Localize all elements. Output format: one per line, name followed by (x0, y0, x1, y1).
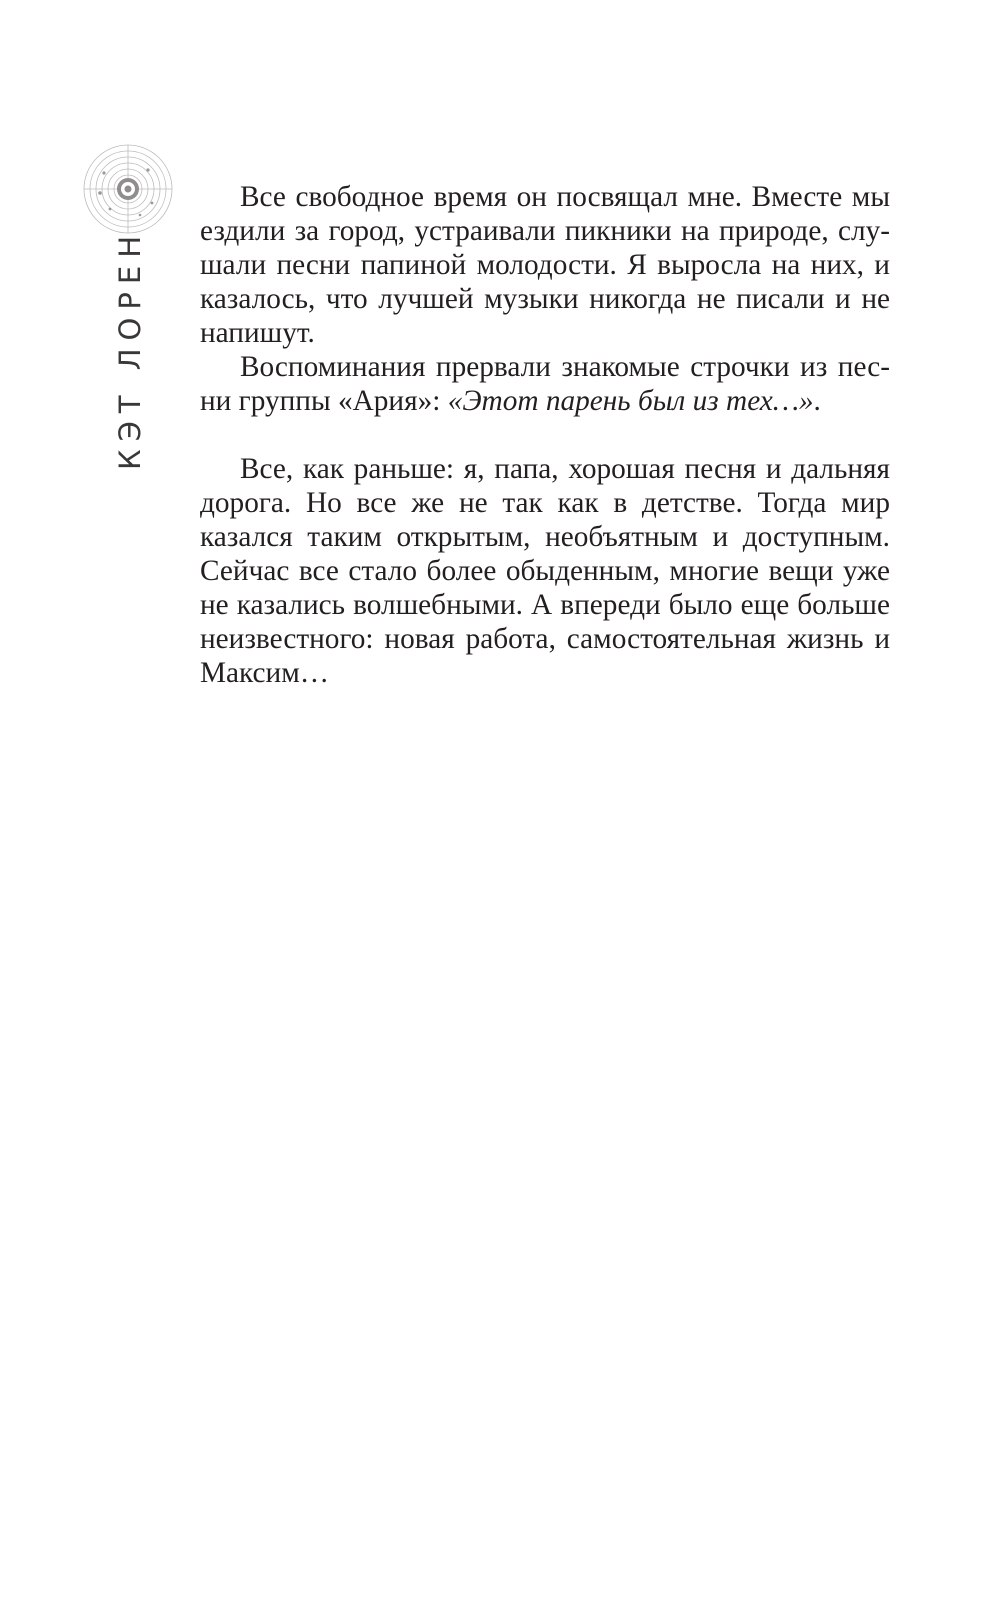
song-quote: «Этот парень был из тех…» (447, 385, 814, 417)
paragraph (200, 350, 890, 418)
author-name: КЭТ ЛОРЕН (113, 227, 147, 471)
paragraph-text: Воспоминания прервали знакомые строчки из песни группы «Ария»: (200, 351, 890, 417)
paragraph: Все свободное время он посвящал мне. Вместе мы ездили за город, устраивали пикники на природе, слушали песни папиной молодости. Я выросла на них, и казалось, что лучшей музыки никогда не писали и не напишут. (200, 181, 890, 349)
paragraph-end: . (813, 385, 821, 417)
page-body (200, 180, 890, 690)
paragraph: Все, как раньше: я, папа, хорошая песня и дальняя дорога. Но все же не так как в детстве. Тогда мир казался таким открытым, необъятным и доступным. Сейчас все стало более обыденным, многие вещи уже не казались волшебными. А впереди было еще больше неизвестного: новая работа, самостоятельная жизнь и Максим… (200, 453, 890, 689)
target-emblem-icon (82, 143, 174, 235)
